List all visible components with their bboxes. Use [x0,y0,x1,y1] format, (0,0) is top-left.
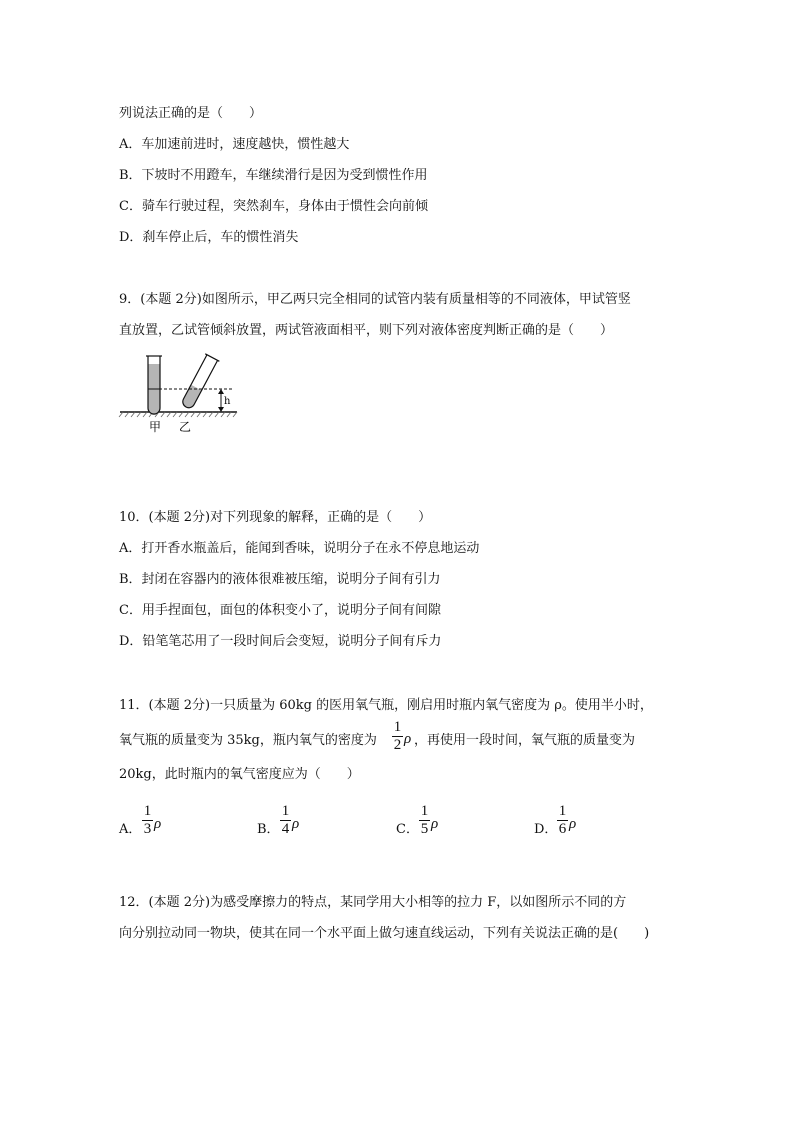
q8-stem-tail: 列说法正确的是（ ） [119,106,263,121]
q11-stem-line2-b: ，再使用一段时间，氧气瓶的质量变为 [414,733,636,748]
q8-option-a: A．车加速前进时，速度越快，惯性越大 [119,137,350,152]
q9-stem-line1: 9．(本题 2分)如图所示，甲乙两只完全相同的试管内装有质量相等的不同液体，甲试管竖 [119,292,631,307]
q11-option-d-fraction: 1 6 [558,803,567,837]
q11-option-c-rho: ρ [431,816,439,832]
q11-option-b-label: B． [257,822,280,837]
q8-option-d: D．刹车停止后，车的惯性消失 [119,230,299,245]
q11-option-d-rho: ρ [569,816,577,832]
height-arrow-up-head [218,389,224,394]
tube-yi-rim [205,354,219,362]
tube-yi-label: 乙 [179,420,192,434]
q10-option-d: D．铅笔笔芯用了一段时间后会变短，说明分子间有斥力 [119,634,442,649]
q8-option-b: B．下坡时不用蹬车，车继续滑行是因为受到惯性作用 [119,168,428,183]
q12-stem-line1: 12．(本题 2分)为感受摩擦力的特点，某同学用大小相等的拉力 F，以如图所示不同的方 [119,895,627,910]
q11-option-c-fraction: 1 5 [420,803,429,837]
q12-stem-line2: 向分别拉动同一物块，使其在同一个水平面上做匀速直线运动，下列有关说法正确的是( ) [119,926,650,941]
q11-option-a-rho: ρ [154,816,162,832]
q11-option-b-rho: ρ [292,816,300,832]
q11-fraction-half: 1 2 [393,719,402,753]
q10-stem: 10．(本题 2分)对下列现象的解释，正确的是（ ） [119,510,432,525]
tube-yi [179,354,219,411]
q11-option-d-label: D． [534,822,558,837]
q10-option-c: C．用手捏面包，面包的体积变小了，说明分子间有间隙 [119,603,441,618]
q11-stem-line2-a: 氧气瓶的质量变为 35kg，瓶内氧气的密度为 [119,733,377,748]
q9-stem-line2: 直放置，乙试管倾斜放置，两试管液面相平，则下列对液体密度判断正确的是（ ） [119,323,614,338]
tube-jia-label: 甲 [149,420,162,434]
q11-stem-line1: 11．(本题 2分)一只质量为 60kg 的医用氧气瓶，刚启用时瓶内氧气密度为 ρ。使用半小时， [119,698,653,713]
q11-option-a-label: A． [119,822,142,837]
q11-option-c-label: C． [396,822,419,837]
q11-option-a-fraction: 1 3 [143,803,152,837]
q10-option-b: B．封闭在容器内的液体很难被压缩，说明分子间有引力 [119,572,441,587]
q10-option-a: A．打开香水瓶盖后，能闻到香味，说明分子在永不停息地运动 [119,541,480,556]
q11-rho-symbol: ρ [404,731,412,747]
test-tube-figure [115,352,245,434]
q8-option-c: C．骑车行驶过程，突然刹车，身体由于惯性会向前倾 [119,199,428,214]
q11-stem-line3: 20kg，此时瓶内的氧气密度应为（ ） [119,767,360,782]
q11-option-b-fraction: 1 4 [281,803,290,837]
height-label: h [224,396,231,407]
